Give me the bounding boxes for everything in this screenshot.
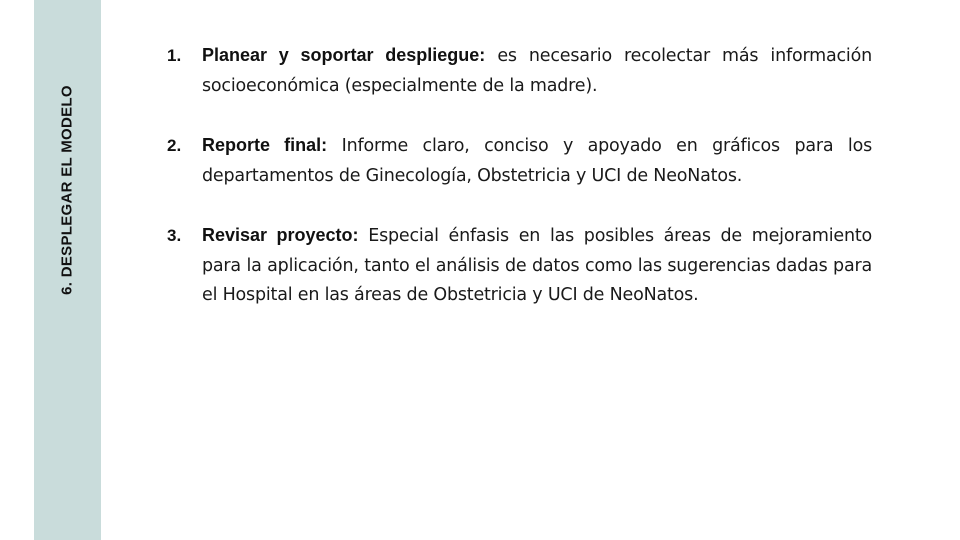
item-description: Informe claro, conciso y apoyado en gráficos para los departamentos de Ginecología, Obstetricia y UCI de NeoNatos. (202, 136, 872, 186)
item-number: 1. (167, 46, 182, 65)
numbered-list (167, 41, 872, 341)
item-text (202, 131, 872, 191)
section-title: 6. DESPLEGAR EL MODELO (58, 85, 76, 295)
item-label: Revisar proyecto: (202, 225, 359, 245)
list-item (167, 221, 872, 311)
list-item (167, 131, 872, 191)
item-description: Especial énfasis en las posibles áreas de mejoramiento para la aplicación, tanto el análisis de datos como las sugerencias dadas para el Hospital en las áreas de Obstetricia y UCI de NeoNatos. (202, 226, 873, 305)
item-number: 2. (167, 136, 182, 155)
item-label: Planear y soportar despliegue: (202, 45, 486, 65)
list-item (167, 41, 872, 101)
item-text (202, 221, 872, 311)
item-text (202, 41, 872, 101)
item-number: 3. (167, 226, 182, 245)
item-description: es necesario recolectar más información socioeconómica (especialmente de la madre). (202, 46, 872, 96)
item-label: Reporte final: (202, 135, 328, 155)
